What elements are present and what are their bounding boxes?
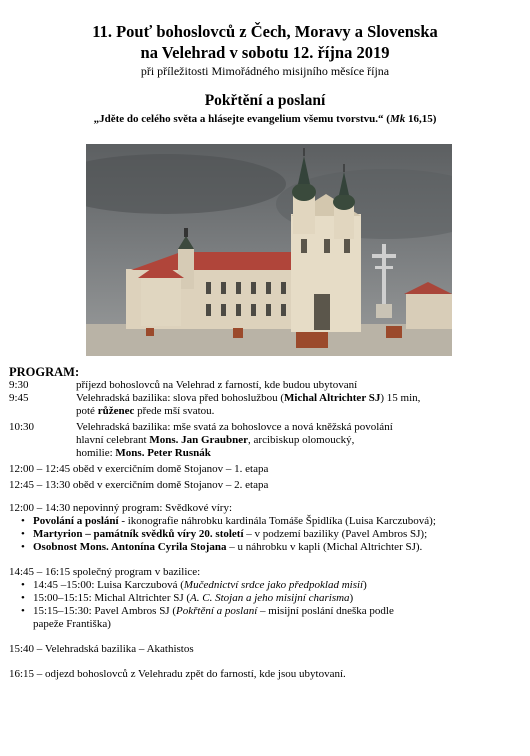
text-part: Velehradská bazilika: slova před bohoslužbou (	[76, 392, 285, 404]
bullet-text: - ikonografie náhrobku kardinála Tomáše Špidlíka (Luisa Karczubová);	[118, 515, 436, 527]
celebrant-name: Mons. Jan Graubner	[149, 434, 249, 446]
list-item: • Osobnost Mons. Antonína Cyrila Stojana – u náhrobku v kapli (Michal Altrichter SJ).	[21, 541, 423, 553]
page-heading: Pokřtění a poslaní	[204, 92, 326, 109]
bullet-text: 14:45 –15:00: Luisa Karczubová (	[33, 579, 184, 591]
talk-title: Pokřtění a poslaní	[176, 605, 258, 617]
quote-text: „Jděte do celého světa a hlásejte evangelium všemu tvorstvu.“ (	[93, 113, 390, 125]
program-text: oběd v exercičním domě Stojanov – 2. etapa	[72, 479, 269, 491]
program-item	[9, 379, 524, 392]
bullet-bold: Osobnost Mons. Antonína Cyrila Stojana	[33, 541, 227, 553]
program-text	[76, 421, 524, 460]
bullet-bold: Martyrion – památník svědků víry 20. století	[33, 528, 244, 540]
quote-verse: 16,15)	[407, 113, 437, 125]
title-line-2: na Velehrad v sobotu 12. října 2019	[140, 43, 390, 62]
talk-title: A. C. Stojan a jeho misijní charisma	[190, 592, 350, 604]
bullet-text: – v podzemí baziliky (Pavel Ambros SJ);	[243, 528, 428, 540]
program-time: 9:45	[9, 392, 29, 404]
text-part: přede mší svatou.	[134, 405, 215, 417]
subtitle: při příležitosti Mimořádného misijního měsíce října	[140, 64, 390, 78]
bullet-text: )	[349, 592, 354, 604]
rosary-label: růženec	[97, 405, 135, 417]
list-item: • Povolání a poslání - ikonografie náhrobku kardinála Tomáše Špidlíka (Luisa Karczubová);	[21, 515, 436, 527]
program-item	[9, 421, 524, 460]
bullet-text: 15:15–15:30: Pavel Ambros SJ (	[33, 605, 177, 617]
list-item: • 15:15–15:30: Pavel Ambros SJ (Pokřtění a poslaní – misijní poslání dneška podle papeže Františka)	[21, 605, 394, 630]
program-item	[9, 463, 524, 476]
list-item: • 14:45 –15:00: Luisa Karczubová (Mučednictví srdce jako předpoklad misií)	[21, 579, 367, 591]
program-text	[76, 392, 524, 418]
program-item	[9, 479, 524, 492]
speaker-name: Michal Altrichter SJ	[284, 392, 381, 404]
common-heading: 14:45 – 16:15 společný program v bazilice:	[9, 566, 201, 578]
text-part: ) 15 min,	[380, 392, 421, 404]
program-section	[9, 366, 524, 681]
text-part: homilie:	[76, 447, 116, 459]
text-part: poté	[76, 405, 98, 417]
program-text: oběd v exercičním domě Stojanov – 1. etapa	[72, 463, 269, 475]
program-time: 12:45 – 13:30	[9, 479, 71, 491]
talk-title: Mučednictví srdce jako předpoklad misií	[183, 579, 364, 591]
bible-quote	[0, 113, 530, 125]
text-part: hlavní celebrant	[76, 434, 150, 446]
title-line-1: 11. Pouť bohoslovců z Čech, Moravy a Slovenska	[92, 22, 438, 41]
list-item: • 15:00–15:15: Michal Altrichter SJ (A. C. Stojan a jeho misijní charisma)	[21, 592, 354, 604]
program-item	[9, 392, 524, 418]
program-time: 9:30	[9, 379, 29, 391]
program-text: příjezd bohoslovců na Velehrad z farností, kde budou ubytovaní	[76, 379, 358, 391]
list-item: • Martyrion – památník svědků víry 20. století – v podzemí baziliky (Pavel Ambros SJ);	[21, 528, 428, 540]
quote-book: Mk	[389, 113, 406, 125]
basilica-photo	[86, 144, 452, 356]
homilist-name: Mons. Peter Rusnák	[115, 447, 211, 459]
program-time: 10:30	[9, 421, 35, 433]
program-heading: PROGRAM:	[9, 365, 80, 379]
optional-heading: 12:00 – 14:30 nepovinný program: Svědkové víry:	[9, 502, 233, 514]
bullet-bold: Povolání a poslání	[33, 515, 119, 527]
bullet-text: 15:00–15:15: Michal Altrichter SJ (	[33, 592, 191, 604]
program-time: 12:00 – 12:45	[9, 463, 71, 475]
akathist-item: 15:40 – Velehradská bazilika – Akathistos	[9, 643, 194, 655]
text-part: , arcibiskup olomoucký,	[248, 434, 355, 446]
bullet-text: – misijní poslání dneška podle	[257, 605, 394, 617]
text-part: Velehradská bazilika: mše svatá za bohoslovce a nová kněžská povolání	[76, 421, 393, 433]
bullet-text: – u náhrobku v kapli (Michal Altrichter SJ).	[226, 541, 423, 553]
departure-item: 16:15 – odjezd bohoslovců z Velehradu zpět do farností, kde jsou ubytovaní.	[9, 668, 346, 680]
bullet-text: )	[363, 579, 367, 591]
bullet-text: papeže Františka)	[33, 618, 111, 630]
